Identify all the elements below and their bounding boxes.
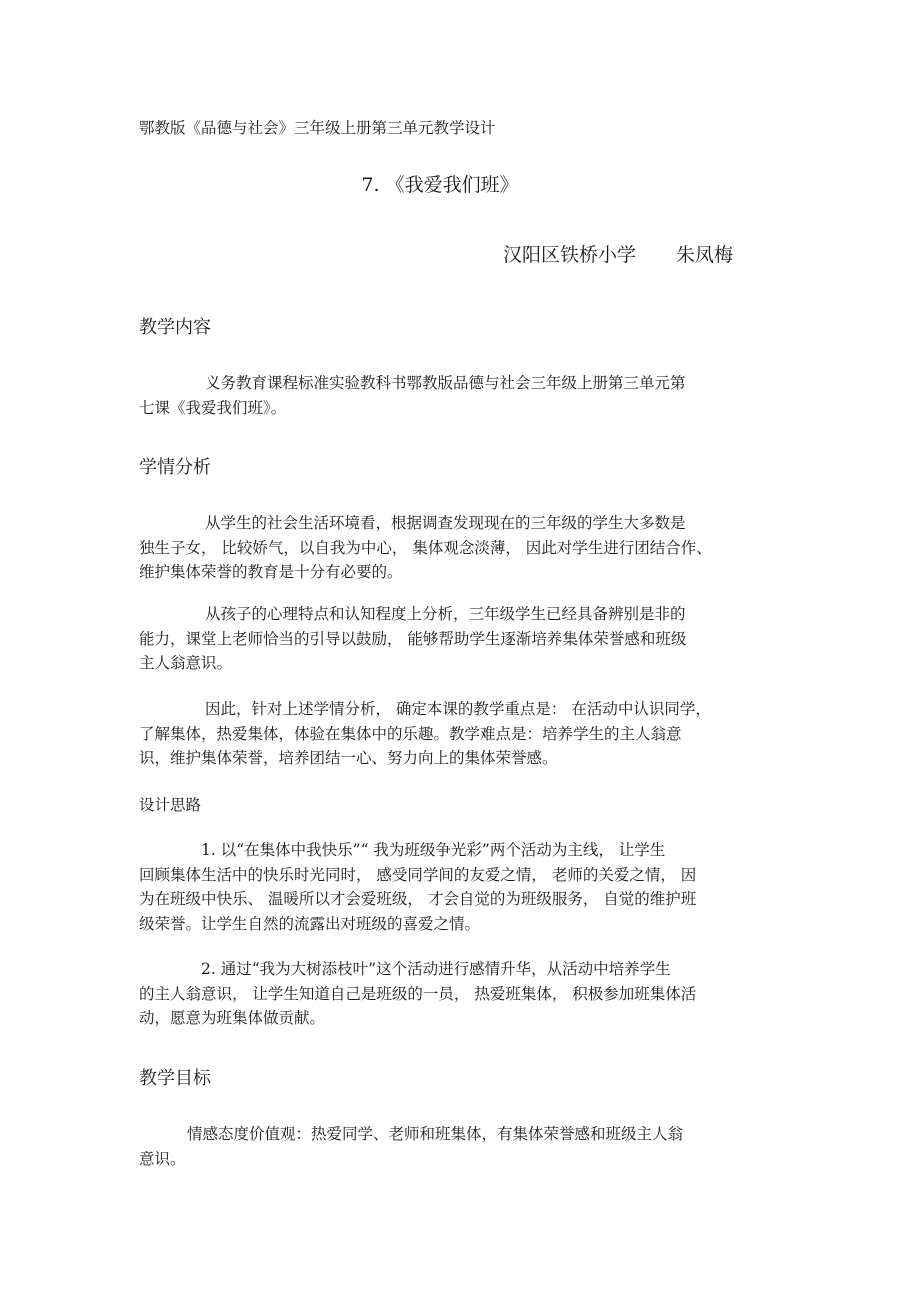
section-heading-goals: 教学目标 <box>139 1068 211 1089</box>
paragraph-line: 独生子女， 比较娇气，以自我为中心， 集体观念淡薄， 因此对学生进行团结合作、 <box>139 538 712 557</box>
paragraph-line: 了解集体，热爱集体，体验在集体中的乐趣。教学难点是：培养学生的主人翁意 <box>139 724 682 743</box>
author-school: 汉阳区铁桥小学 <box>503 244 637 266</box>
paragraph-line: 维护集体荣誉的教育是十分有必要的。 <box>139 563 403 581</box>
paragraph-line: 情感态度价值观：热爱同学、老师和班集体，有集体荣誉感和班级主人翁 <box>187 1125 684 1143</box>
paragraph-line: 回顾集体生活中的快乐时光同时， 感受同学间的友爱之情， 老师的关爱之情， 因 <box>139 865 697 884</box>
content-paragraph <box>139 371 784 420</box>
paragraph-line: 因此，针对上述学情分析， 确定本课的教学重点是： 在活动中认识同学， <box>205 700 711 718</box>
paragraph-line: 识，维护集体荣誉，培养团结一心、努力向上的集体荣誉感。 <box>139 749 558 767</box>
paragraph-line: 主人翁意识。 <box>139 654 233 672</box>
paragraph-line: 义务教育课程标准实验教科书鄂教版品德与社会三年级上册第三单元第 <box>205 374 686 392</box>
paragraph-line: 的主人翁意识， 让学生知道自己是班级的一员， 热爱班集体， 积极参加班集体活 <box>139 984 697 1003</box>
paragraph-line: 2. 通过“我为大树添枝叶”这个活动进行感情升华，从活动中培养学生 <box>201 960 671 978</box>
paragraph-line: 为在班级中快乐、 温暖所以才会爱班级， 才会自觉的为班级服务， 自觉的维护班 <box>139 890 697 908</box>
section-heading-content: 教学内容 <box>139 317 211 338</box>
paragraph-line: 从孩子的心理特点和认知程度上分析，三年级学生已经具备辨别是非的 <box>205 605 686 623</box>
analysis-paragraph-3 <box>139 697 784 771</box>
paragraph-line: 七课《我爱我们班》。 <box>139 398 287 417</box>
author-name: 朱凤梅 <box>676 244 734 266</box>
document-subtitle: 鄂教版《品德与社会》三年级上册第三单元教学设计 <box>139 119 496 137</box>
analysis-paragraph-1 <box>139 511 784 585</box>
design-paragraph-2 <box>139 957 784 1031</box>
paragraph-line: 1. 以“在集体中我快乐”“ 我为班级争光彩”两个活动为主线， 让学生 <box>201 841 666 859</box>
paragraph-line: 能力，课堂上老师恰当的引导以鼓励， 能够帮助学生逐渐培养集体荣誉感和班级 <box>139 629 687 648</box>
section-heading-design: 设计思路 <box>139 796 202 814</box>
author-line <box>503 240 733 267</box>
analysis-paragraph-2 <box>139 602 784 676</box>
paragraph-line: 从学生的社会生活环境看，根据调查发现现在的三年级的学生大多数是 <box>205 514 686 532</box>
paragraph-line: 动，愿意为班集体做贡献。 <box>139 1009 326 1027</box>
paragraph-line: 级荣誉。让学生自然的流露出对班级的喜爱之情。 <box>139 914 481 933</box>
section-heading-analysis: 学情分析 <box>139 457 211 478</box>
paragraph-line: 意识。 <box>139 1149 186 1168</box>
document-title: 7. 《我爱我们班》 <box>361 174 519 196</box>
goals-paragraph-1 <box>139 1122 784 1171</box>
design-paragraph-1 <box>139 838 784 936</box>
